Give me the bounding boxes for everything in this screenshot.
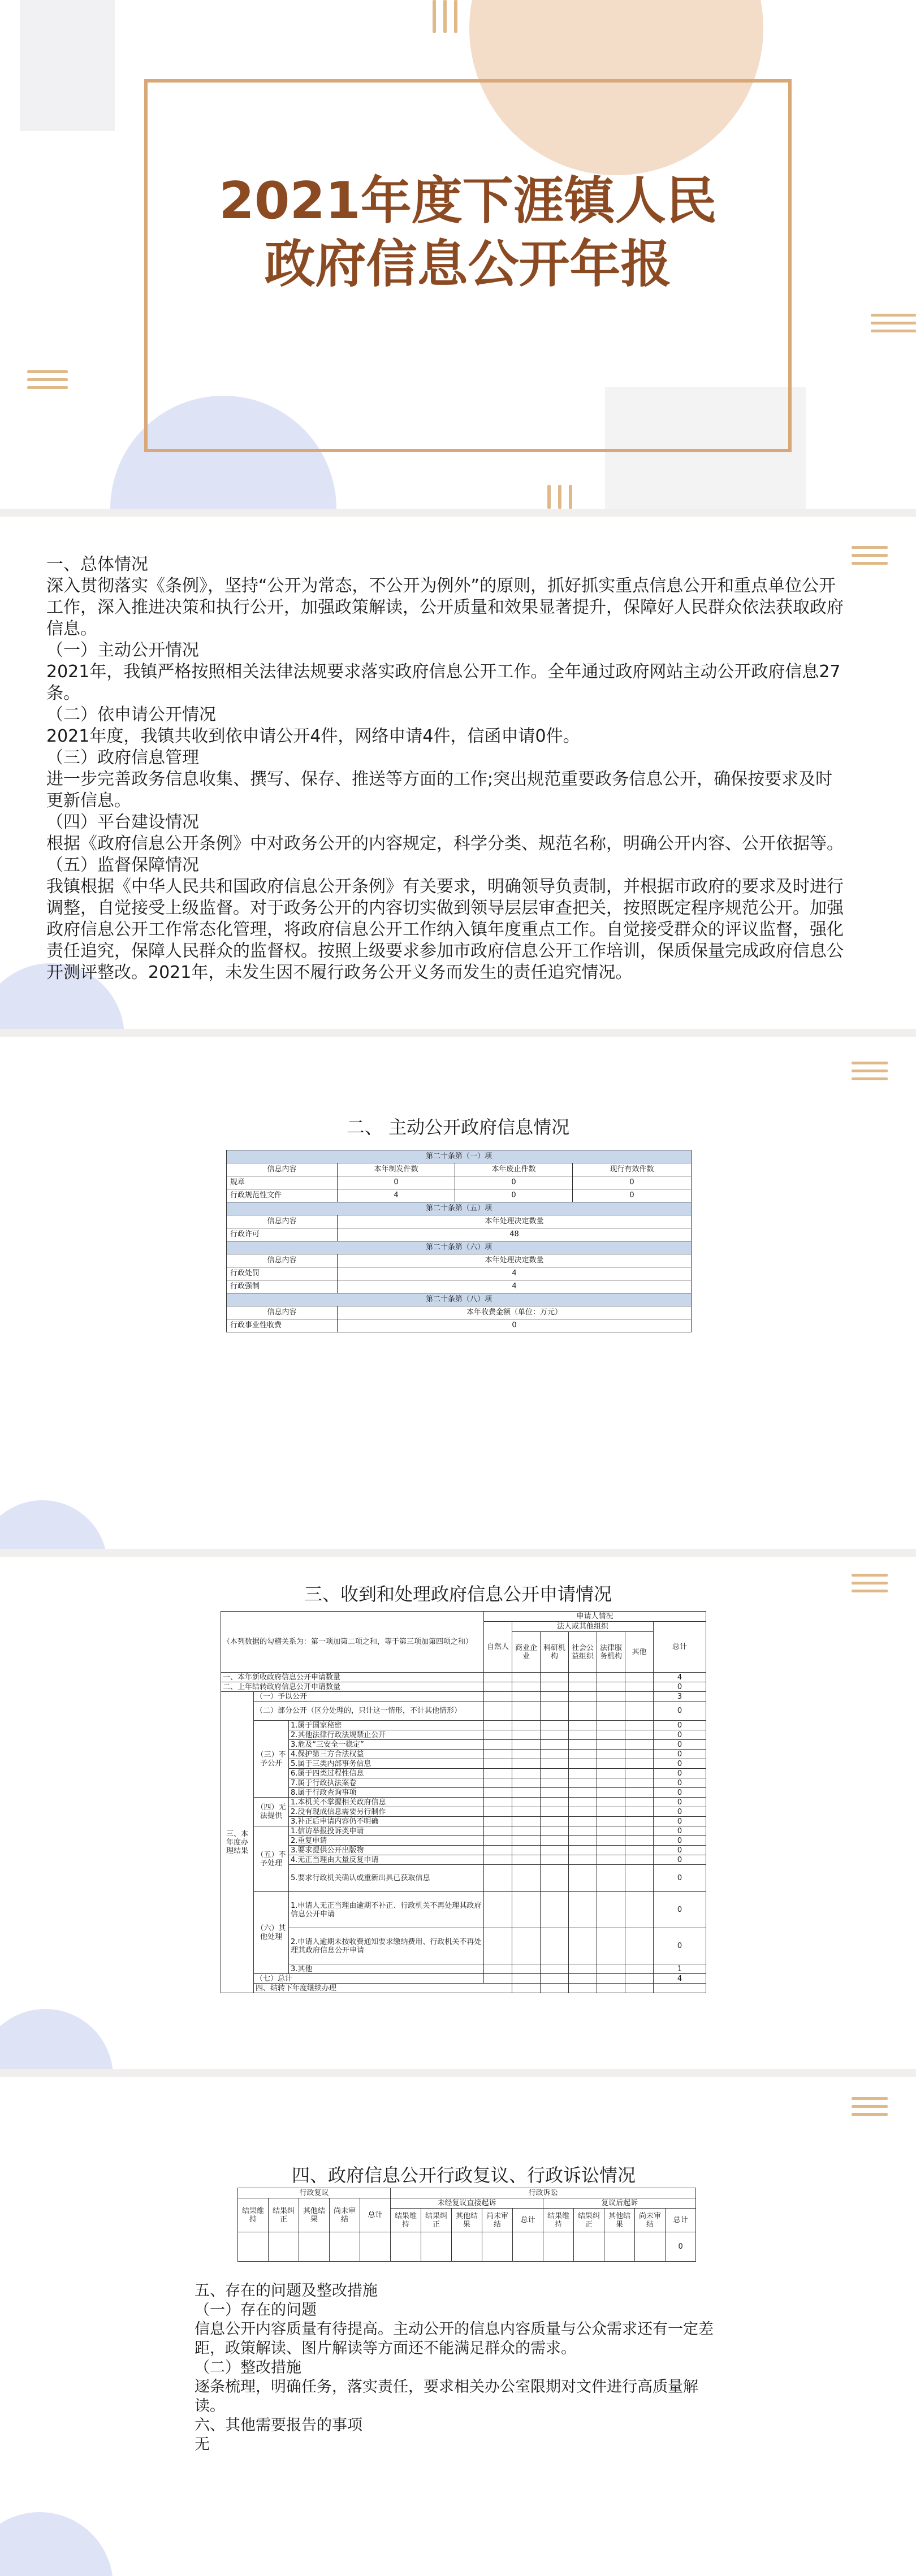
section1-sub4-title: （四）平台建设情况 [46, 812, 199, 832]
table-cell: 0 [654, 1892, 706, 1928]
table-col-header: 本年处理决定数量 [338, 1254, 692, 1267]
table-cell: 0 [654, 1750, 706, 1759]
table-col-header: 信息内容 [227, 1306, 338, 1319]
table-cell: 4 [338, 1280, 692, 1293]
table-row-subgroup: （五）不予处理 [254, 1826, 289, 1892]
section1-sub1-title: （一）主动公开情况 [46, 640, 199, 660]
section5-heading: 五、存在的问题及整改措施 [195, 2282, 378, 2300]
table-cell: 0 [654, 1682, 706, 1692]
table-row-label: （七）总计 [254, 1974, 484, 1984]
table-row-label: 3.要求提供公开出版物 [289, 1846, 484, 1855]
table-col-header: 结果纠正 [421, 2209, 452, 2232]
table-row-label: 规章 [227, 1176, 338, 1189]
table-cell: 0 [666, 2232, 696, 2262]
table-col-header: 其他结果 [604, 2209, 635, 2232]
section1-sub1-text: 2021年，我镇严格按照相关法律法规要求落实政府信息公开工作。全年通过政府网站主动公开政府信息27条。 [46, 662, 841, 703]
table-col-header: 自然人 [484, 1622, 512, 1673]
section1-sub2-text: 2021年度，我镇共收到依申请公开4件，网络申请4件，信函申请0件。 [46, 726, 580, 746]
table-cell: 0 [654, 1788, 706, 1798]
page-separator [0, 2069, 916, 2077]
table-col-header: 其他结果 [452, 2209, 482, 2232]
table-cell: 3 [654, 1692, 706, 1702]
table-row-label: 2.重复申请 [289, 1836, 484, 1846]
section1-sub3-text: 进一步完善政务信息收集、撰写、保存、推送等方面的工作;突出规范重要政务信息公开，确保按要求及时更新信息。 [46, 769, 833, 811]
table-row-label: 8.属于行政查询事项 [289, 1788, 484, 1798]
cover-title-line1: 2021年度下涯镇人民 [219, 171, 717, 231]
table-row-label: 行政处罚 [227, 1267, 338, 1280]
table-row-label: 2.申请人逾期未按收费通知要求缴纳费用、行政机关不再处理其政府信息公开申请 [289, 1928, 484, 1964]
table-col-header: 法律服务机构 [597, 1632, 625, 1673]
section4-heading: 四、政府信息公开行政复议、行政诉讼情况 [291, 2164, 636, 2186]
table-row-subgroup: （四）无法提供 [254, 1798, 289, 1826]
table-cell: 0 [654, 1865, 706, 1892]
table-col-header: 结果维持 [391, 2209, 421, 2232]
section2-blue-circle [0, 1500, 107, 1549]
section3-blue-circle [0, 2009, 113, 2069]
section5-p1-text: 信息公开内容质量有待提高。主动公开的信息内容质量与公众需求还有一定差距，政策解读、图片解读等方面还不能满足群众的需求。 [195, 2320, 714, 2357]
section1-sub3-title: （三）政府信息管理 [46, 748, 199, 768]
section2-table [226, 1150, 692, 1332]
table-col-header: 本年废止件数 [455, 1163, 573, 1176]
table-col-header: 信息内容 [227, 1163, 338, 1176]
table-col-header: 本年收费金额（单位：万元） [338, 1306, 692, 1319]
cover-bottom-stripes [547, 485, 580, 509]
page-separator [0, 1029, 916, 1037]
table-col-header: 总计 [666, 2209, 696, 2232]
table-note: （本列数据的勾稽关系为：第一项加第二项之和，等于第三项加第四项之和） [221, 1612, 484, 1673]
table-col-header: 信息内容 [227, 1254, 338, 1267]
table-col-header: 结果纠正 [574, 2209, 604, 2232]
table-cell: 0 [654, 1855, 706, 1865]
table-header: 行政复议 [238, 2188, 391, 2198]
table-col-header: 其他 [625, 1632, 654, 1673]
section4-panel [0, 2077, 916, 2576]
table-row-label: 行政许可 [227, 1228, 338, 1241]
table-cell: 4 [338, 1189, 455, 1202]
section4-blue-circle [0, 2512, 113, 2576]
cover-title-line2: 政府信息公开年报 [264, 235, 672, 294]
table-col-header: 结果维持 [543, 2209, 574, 2232]
table-cell: 0 [654, 1759, 706, 1769]
table-cell: 0 [654, 1836, 706, 1846]
cover-grey-block [20, 0, 115, 131]
table-cell: 0 [338, 1176, 455, 1189]
table-cell: 0 [654, 1769, 706, 1778]
table-col-header: 现行有效件数 [573, 1163, 692, 1176]
section1-heading: 一、总体情况 [46, 555, 148, 574]
table-cell: 48 [338, 1228, 692, 1241]
cover-left-stripes [27, 370, 68, 394]
table-row-label: 行政强制 [227, 1280, 338, 1293]
table-row-label: 4.保护第三方合法权益 [289, 1750, 484, 1759]
section1-sub4-text: 根据《政府信息公开条例》中对政务公开的内容规定，科学分类、规范名称，明确公开内容、公开依据等。 [46, 834, 844, 854]
table-row-label: 3.其他 [289, 1964, 484, 1974]
table-col-header: 商业企业 [512, 1632, 541, 1673]
table-row-label: 5.要求行政机关确认或重新出具已获取信息 [289, 1865, 484, 1892]
table-cell: 4 [338, 1267, 692, 1280]
section5-p2-title: （二）整改措施 [195, 2359, 301, 2376]
table-row-label: 1.本机关不掌握相关政府信息 [289, 1798, 484, 1807]
section5-p1-title: （一）存在的问题 [195, 2301, 317, 2319]
table-cell: 4 [654, 1673, 706, 1682]
table-header: 第二十条第（一）项 [227, 1150, 692, 1163]
cover-panel [0, 0, 916, 509]
table-col-header: 复议后起诉 [543, 2198, 696, 2209]
table-col-header: 其他结果 [299, 2198, 330, 2232]
table-cell: 0 [654, 1817, 706, 1826]
section1-sub2-title: （二）依申请公开情况 [46, 705, 216, 725]
section1-panel [0, 517, 916, 1029]
section5-p2-text: 逐条梳理，明确任务，落实责任，要求相关办公室限期对文件进行高质量解读。 [195, 2378, 698, 2415]
table-col-header: 法人或其他组织 [512, 1622, 654, 1632]
table-row-group: 三、本年度办理结果 [221, 1692, 254, 1993]
section3-heading: 三、收到和处理政府信息公开申请情况 [304, 1583, 612, 1605]
section6-text: 无 [195, 2436, 210, 2453]
table-col-header: 尚未审结 [330, 2198, 360, 2232]
table-col-header: 本年制发件数 [338, 1163, 455, 1176]
table-cell: 4 [654, 1974, 706, 1984]
table-col-header: 结果纠正 [269, 2198, 299, 2232]
table-cell: 0 [573, 1176, 692, 1189]
table-row-label: 二、上年结转政府信息公开申请数量 [221, 1682, 484, 1692]
table-cell: 0 [654, 1730, 706, 1740]
table-cell: 0 [654, 1846, 706, 1855]
page-separator [0, 509, 916, 517]
table-row-label: （二）部分公开（区分处理的，只计这一情形，不计其他情形） [254, 1702, 484, 1721]
table-cell: 0 [338, 1319, 692, 1332]
table-row-label: 2.其他法律行政法规禁止公开 [289, 1730, 484, 1740]
table-cell: 0 [455, 1189, 573, 1202]
cover-right-stripes [871, 314, 916, 337]
table-col-header: 未经复议直接起诉 [391, 2198, 543, 2209]
table-col-header: 科研机构 [541, 1632, 569, 1673]
table-cell: 1 [654, 1964, 706, 1974]
section1-sub5-text: 我镇根据《中华人民共和国政府信息公开条例》有关要求，明确领导负责制，并根据市政府的要求及时进行调整，自觉接受上级监督。对于政务公开的内容切实做到领导层层审查把关，按照既定程序规范公开。加强政府信息公开工作常态化管理，将政府信息公开工作纳入镇年度重点工作。自觉接受群众的评议监督，强化责任追究，保障人民群众的监督权。按照上级要求参加市政府信息公开工作培训，保质保量完成政府信息公开测评整改。2021年，未发生因不履行政务公开义务而发生的责任追究情况。 [46, 877, 844, 982]
table-row-label: 3.补正后申请内容仍不明确 [289, 1817, 484, 1826]
table-cell: 0 [455, 1176, 573, 1189]
section1-stripes [852, 546, 888, 570]
table-row-label: 1.申请人无正当理由逾期不补正、行政机关不再处理其政府信息公开申请 [289, 1892, 484, 1928]
table-header: 第二十条第（六）项 [227, 1241, 692, 1254]
table-col-header: 总计 [513, 2209, 543, 2232]
table-row-label: 4.无正当理由大量反复申请 [289, 1855, 484, 1865]
table-col-header: 尚未审结 [482, 2209, 513, 2232]
table-header: 第二十条第（五）项 [227, 1202, 692, 1215]
table-row-subgroup: （六）其他处理 [254, 1892, 289, 1974]
table-row-label: 6.属于四类过程性信息 [289, 1769, 484, 1778]
table-col-header: 信息内容 [227, 1215, 338, 1228]
page-separator [0, 1549, 916, 1557]
table-row-label: 一、本年新收政府信息公开申请数量 [221, 1673, 484, 1682]
table-col-header: 总计 [654, 1622, 706, 1673]
table-row-label: 7.属于行政执法案卷 [289, 1778, 484, 1788]
table-col-header: 社会公益组织 [569, 1632, 597, 1673]
section2-heading: 二、 主动公开政府信息情况 [346, 1116, 570, 1138]
cover-title [144, 170, 792, 296]
table-row-label: 1.信访举报投诉类申请 [289, 1826, 484, 1836]
table-row-label: 5.属于三类内部事务信息 [289, 1759, 484, 1769]
table-row-label: 行政规范性文件 [227, 1189, 338, 1202]
table-row-label: （一）予以公开 [254, 1692, 484, 1702]
table-header: 行政诉讼 [391, 2188, 696, 2198]
table-cell: 0 [654, 1702, 706, 1721]
table-cell: 0 [654, 1721, 706, 1730]
table-cell: 0 [573, 1189, 692, 1202]
table-row-subgroup: （三）不予公开 [254, 1721, 289, 1798]
table-cell: 0 [654, 1798, 706, 1807]
table-header: 申请人情况 [484, 1612, 706, 1622]
section4-stripes [852, 2097, 888, 2121]
table-row-label: 1.属于国家秘密 [289, 1721, 484, 1730]
table-col-header: 本年处理决定数量 [338, 1215, 692, 1228]
section1-sub5-title: （五）监督保障情况 [46, 855, 199, 875]
table-header: 第二十条第（八）项 [227, 1293, 692, 1306]
section4-table [237, 2188, 696, 2262]
section2-stripes [852, 1062, 888, 1085]
section6-heading: 六、其他需要报告的事项 [195, 2417, 362, 2434]
section5-text [195, 2281, 720, 2454]
section1-text [46, 554, 848, 984]
table-row-label: 3.危及“三安全一稳定” [289, 1740, 484, 1750]
section1-intro: 深入贯彻落实《条例》，坚持“公开为常态，不公开为例外”的原则，抓好抓实重点信息公开和重点单位公开工作，深入推进决策和执行公开，加强政策解读，公开质量和效果显著提升，保障好人民群众依法获取政府信息。 [46, 576, 844, 639]
table-col-header: 尚未审结 [635, 2209, 666, 2232]
table-cell: 0 [654, 1826, 706, 1836]
table-cell: 0 [654, 1740, 706, 1750]
table-row-label: 四、结转下年度继续办理 [254, 1984, 512, 1993]
cover-top-stripes [433, 0, 465, 33]
table-row-label: 2.没有现成信息需要另行制作 [289, 1807, 484, 1817]
section3-table [221, 1611, 706, 1993]
section2-panel [0, 1037, 916, 1549]
table-row-label: 行政事业性收费 [227, 1319, 338, 1332]
section3-panel [0, 1557, 916, 2069]
table-cell: 0 [654, 1928, 706, 1964]
table-col-header: 结果维持 [238, 2198, 269, 2232]
table-cell: 0 [654, 1778, 706, 1788]
table-col-header: 总计 [360, 2198, 391, 2232]
section3-stripes [852, 1574, 888, 1597]
table-cell: 0 [654, 1807, 706, 1817]
